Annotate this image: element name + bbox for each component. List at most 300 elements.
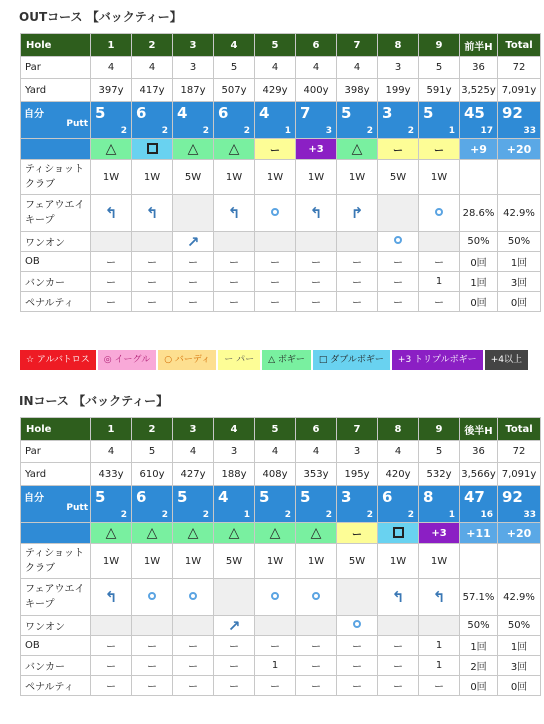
tee-club: 1W (214, 160, 255, 195)
penalty-label: ペナルティ (21, 676, 91, 696)
right-arrow-icon: ↱ (350, 204, 364, 222)
self-label-text: 自分 (24, 493, 44, 504)
hole-number: 3 (173, 418, 214, 441)
double-mark (132, 139, 173, 160)
score-cell (255, 102, 296, 139)
one-on-cell (296, 616, 337, 636)
bogey-mark (214, 139, 255, 160)
putt-label-text: Putt (66, 503, 88, 513)
par-cell: 4 (91, 57, 132, 79)
tee-club: 1W (296, 160, 337, 195)
score-cell (214, 102, 255, 139)
yard-cell: 591y (419, 79, 460, 102)
center-circle-icon (148, 592, 156, 600)
penalty-label: ペナルティ (21, 292, 91, 312)
center-circle-icon (271, 208, 279, 216)
strokes: 5 (300, 488, 311, 506)
tee-club: 1W (419, 544, 460, 579)
par-cell: 3 (337, 441, 378, 463)
penalty-cell: ー (91, 676, 132, 696)
ob-cell: ー (214, 252, 255, 272)
bogey-mark (337, 139, 378, 160)
par-mark: ー (255, 139, 296, 160)
penalty-cell: ー (337, 676, 378, 696)
tee-club: 1W (296, 544, 337, 579)
out-course-title: OUTコース 【バックティー】 (19, 10, 182, 24)
score-cell (173, 102, 214, 139)
strokes: 6 (136, 104, 147, 122)
par-mark: ー (419, 139, 460, 160)
one-on-cell (419, 232, 460, 252)
triangle-icon: △ (187, 525, 199, 541)
center-circle-icon (435, 208, 443, 216)
strokes: 7 (300, 104, 311, 122)
mark-label-spacer (21, 139, 91, 160)
penalty-cell: ー (91, 292, 132, 312)
one-on-cell (255, 616, 296, 636)
left-arrow-icon: ↰ (309, 204, 323, 222)
tee-club: 5W (378, 160, 419, 195)
bunker-cell: ー (173, 656, 214, 676)
yard-half: 3,525y (460, 79, 498, 102)
bogey-mark (173, 523, 214, 544)
legend-item: □ ダブルボギー (313, 350, 390, 370)
triangle-icon: △ (146, 525, 158, 541)
bunker-cell: ー (378, 272, 419, 292)
par-cell: 5 (132, 441, 173, 463)
half-label: 前半H (460, 34, 498, 57)
score-total (498, 486, 541, 523)
strokes: 4 (177, 104, 188, 122)
yard-cell: 507y (214, 79, 255, 102)
bunker-total: 3回 (498, 656, 541, 676)
legend-item: △ ボギー (262, 350, 311, 370)
score-cell (132, 486, 173, 523)
in-scorecard-table (20, 417, 541, 696)
fairway-half: 57.1% (460, 579, 498, 616)
ob-cell: ー (419, 252, 460, 272)
tee-club: 5W (214, 544, 255, 579)
square-icon (393, 527, 404, 538)
yard-cell: 417y (132, 79, 173, 102)
penalty-cell: ー (214, 676, 255, 696)
putts: 2 (243, 126, 250, 136)
triple-mark: +3 (419, 523, 460, 544)
ob-cell: ー (91, 252, 132, 272)
one-on-cell (132, 232, 173, 252)
one-on-cell (132, 616, 173, 636)
center-circle-icon (271, 592, 279, 600)
par-cell: 3 (378, 57, 419, 79)
one-on-cell (296, 232, 337, 252)
mark-half: +9 (460, 139, 498, 160)
penalty-half: 0回 (460, 676, 498, 696)
putts: 2 (284, 510, 291, 520)
yard-cell: 353y (296, 463, 337, 486)
out-scorecard-table (20, 33, 541, 312)
ob-cell: ー (296, 252, 337, 272)
putts: 2 (325, 510, 332, 520)
strokes: 5 (177, 488, 188, 506)
yard-cell: 420y (378, 463, 419, 486)
putts: 1 (284, 126, 291, 136)
one-on-cell (173, 616, 214, 636)
strokes: 5 (341, 104, 352, 122)
strokes: 5 (95, 488, 106, 506)
legend-item: ☆ アルバトロス (20, 350, 96, 370)
tee-club: 1W (91, 544, 132, 579)
self-label-text: 自分 (24, 109, 44, 120)
center-circle-icon (394, 236, 402, 244)
hole-number: 9 (419, 34, 460, 57)
one-on-cell (214, 616, 255, 636)
bunker-cell: ー (378, 656, 419, 676)
score-cell (337, 486, 378, 523)
bogey-mark (132, 523, 173, 544)
strokes: 92 (502, 104, 523, 122)
triangle-icon: △ (269, 525, 281, 541)
one-on-cell (337, 616, 378, 636)
ob-cell: ー (255, 636, 296, 656)
par-total: 72 (498, 441, 541, 463)
ob-half: 1回 (460, 636, 498, 656)
hole-number: 8 (378, 418, 419, 441)
one-on-total: 50% (498, 616, 541, 636)
fairway-label: フェアウエイキープ (21, 195, 91, 232)
penalty-cell: ー (296, 676, 337, 696)
yard-half: 3,566y (460, 463, 498, 486)
bunker-cell: ー (132, 656, 173, 676)
ob-cell: ー (378, 252, 419, 272)
putts: 17 (480, 126, 493, 136)
tee-club: 1W (255, 544, 296, 579)
fairway-cell (173, 579, 214, 616)
hole-number: 5 (255, 418, 296, 441)
putts: 16 (480, 510, 493, 520)
putts: 2 (366, 126, 373, 136)
bogey-mark (173, 139, 214, 160)
penalty-cell: ー (378, 676, 419, 696)
ob-cell: ー (91, 636, 132, 656)
par-cell: 5 (419, 57, 460, 79)
score-cell (337, 102, 378, 139)
bunker-cell: 1 (419, 272, 460, 292)
curve-right-arrow-icon: ↗ (186, 232, 200, 251)
par-label: Par (21, 57, 91, 79)
one-on-cell (378, 232, 419, 252)
penalty-cell: ー (214, 292, 255, 312)
par-cell: 3 (214, 441, 255, 463)
mark-half: +11 (460, 523, 498, 544)
yard-cell: 199y (378, 79, 419, 102)
one-on-half: 50% (460, 616, 498, 636)
mark-total: +20 (498, 523, 541, 544)
ob-cell: ー (214, 636, 255, 656)
fairway-cell (132, 579, 173, 616)
ob-label: OB (21, 636, 91, 656)
score-cell (419, 486, 460, 523)
yard-label: Yard (21, 79, 91, 102)
ob-cell: ー (173, 252, 214, 272)
fairway-cell (91, 579, 132, 616)
mark-label-spacer (21, 523, 91, 544)
tee-total (498, 544, 541, 579)
tee-half (460, 544, 498, 579)
tee-club: 5W (173, 160, 214, 195)
yard-total: 7,091y (498, 79, 541, 102)
bogey-mark (91, 523, 132, 544)
mark-total: +20 (498, 139, 541, 160)
putts: 33 (523, 510, 536, 520)
legend-item: +4以上 (485, 350, 528, 370)
bunker-cell: ー (214, 272, 255, 292)
par-cell: 5 (214, 57, 255, 79)
par-mark: ー (378, 139, 419, 160)
legend-item: ー パー (218, 350, 260, 370)
ob-total: 1回 (498, 636, 541, 656)
score-cell (419, 102, 460, 139)
strokes: 6 (218, 104, 229, 122)
strokes: 3 (382, 104, 393, 122)
score-cell (91, 486, 132, 523)
hole-number: 7 (337, 34, 378, 57)
score-cell (378, 486, 419, 523)
left-arrow-icon: ↰ (104, 204, 118, 222)
par-cell: 4 (296, 441, 337, 463)
double-mark (378, 523, 419, 544)
triangle-icon: △ (351, 141, 363, 157)
fairway-cell (255, 195, 296, 232)
putts: 2 (366, 510, 373, 520)
tee-half (460, 160, 498, 195)
bunker-cell: 1 (255, 656, 296, 676)
par-cell: 4 (255, 441, 296, 463)
ob-cell: ー (132, 252, 173, 272)
ob-cell: ー (296, 636, 337, 656)
bogey-mark (255, 523, 296, 544)
yard-cell: 188y (214, 463, 255, 486)
legend-item: ◎ イーグル (98, 350, 156, 370)
score-half (460, 102, 498, 139)
bunker-cell: ー (337, 272, 378, 292)
ob-total: 1回 (498, 252, 541, 272)
strokes: 47 (464, 488, 485, 506)
strokes: 5 (95, 104, 106, 122)
hole-number: 6 (296, 34, 337, 57)
penalty-cell: ー (419, 292, 460, 312)
yard-cell: 610y (132, 463, 173, 486)
hole-number: 1 (91, 418, 132, 441)
one-on-total: 50% (498, 232, 541, 252)
hole-number: 6 (296, 418, 337, 441)
putts: 1 (448, 126, 455, 136)
hole-label: Hole (21, 34, 91, 57)
triangle-icon: △ (187, 141, 199, 157)
tee-club: 1W (132, 160, 173, 195)
yard-cell: 400y (296, 79, 337, 102)
fairway-half: 28.6% (460, 195, 498, 232)
strokes: 8 (423, 488, 434, 506)
bunker-total: 3回 (498, 272, 541, 292)
bunker-cell: 1 (419, 656, 460, 676)
yard-cell: 187y (173, 79, 214, 102)
putts: 3 (325, 126, 332, 136)
yard-cell: 195y (337, 463, 378, 486)
tee-club: 1W (91, 160, 132, 195)
fairway-cell (214, 195, 255, 232)
one-on-cell (378, 616, 419, 636)
tee-club: 1W (419, 160, 460, 195)
one-on-cell (419, 616, 460, 636)
hole-number: 9 (419, 418, 460, 441)
yard-cell: 427y (173, 463, 214, 486)
penalty-total: 0回 (498, 676, 541, 696)
fairway-cell (337, 195, 378, 232)
center-circle-icon (189, 592, 197, 600)
bunker-label: バンカー (21, 656, 91, 676)
tee-club: 1W (378, 544, 419, 579)
ob-half: 0回 (460, 252, 498, 272)
ob-cell: ー (173, 636, 214, 656)
legend-item: ○ バーディ (158, 350, 216, 370)
fairway-cell (419, 195, 460, 232)
putts: 2 (161, 126, 168, 136)
par-cell: 4 (296, 57, 337, 79)
total-label: Total (498, 34, 541, 57)
one-on-label: ワンオン (21, 232, 91, 252)
yard-label: Yard (21, 463, 91, 486)
triple-mark: +3 (296, 139, 337, 160)
putts: 2 (120, 510, 127, 520)
par-total: 72 (498, 57, 541, 79)
left-arrow-icon: ↰ (145, 204, 159, 222)
score-total (498, 102, 541, 139)
putts: 1 (448, 510, 455, 520)
par-label: Par (21, 441, 91, 463)
triangle-icon: △ (310, 525, 322, 541)
ob-cell: ー (337, 636, 378, 656)
fairway-cell (132, 195, 173, 232)
left-arrow-icon: ↰ (391, 588, 405, 606)
yard-cell: 398y (337, 79, 378, 102)
curve-right-arrow-icon: ↗ (227, 616, 241, 635)
hole-number: 2 (132, 418, 173, 441)
par-half: 36 (460, 57, 498, 79)
one-on-cell (91, 232, 132, 252)
tee-label: ティショットクラブ (21, 544, 91, 579)
score-cell (378, 102, 419, 139)
hole-number: 5 (255, 34, 296, 57)
par-cell: 4 (132, 57, 173, 79)
one-on-cell (255, 232, 296, 252)
penalty-cell: ー (132, 676, 173, 696)
bunker-cell: ー (132, 272, 173, 292)
putts: 2 (407, 126, 414, 136)
hole-number: 8 (378, 34, 419, 57)
fairway-cell (337, 579, 378, 616)
tee-club: 5W (337, 544, 378, 579)
score-cell (132, 102, 173, 139)
fairway-cell (255, 579, 296, 616)
par-half: 36 (460, 441, 498, 463)
strokes: 5 (259, 488, 270, 506)
penalty-cell: ー (255, 292, 296, 312)
center-circle-icon (312, 592, 320, 600)
half-label: 後半H (460, 418, 498, 441)
fairway-cell (419, 579, 460, 616)
bunker-half: 1回 (460, 272, 498, 292)
bunker-cell: ー (91, 656, 132, 676)
fairway-cell (378, 195, 419, 232)
bunker-cell: ー (296, 656, 337, 676)
bunker-cell: ー (214, 656, 255, 676)
bunker-cell: ー (337, 656, 378, 676)
ob-cell: 1 (419, 636, 460, 656)
left-arrow-icon: ↰ (227, 204, 241, 222)
fairway-cell (296, 579, 337, 616)
penalty-cell: ー (378, 292, 419, 312)
strokes: 3 (341, 488, 352, 506)
par-cell: 4 (337, 57, 378, 79)
fairway-label: フェアウエイキープ (21, 579, 91, 616)
one-on-half: 50% (460, 232, 498, 252)
hole-number: 1 (91, 34, 132, 57)
par-cell: 3 (173, 57, 214, 79)
hole-number: 4 (214, 418, 255, 441)
tee-club: 1W (173, 544, 214, 579)
strokes: 6 (136, 488, 147, 506)
strokes: 6 (382, 488, 393, 506)
strokes: 4 (259, 104, 270, 122)
penalty-cell: ー (173, 292, 214, 312)
penalty-cell: ー (337, 292, 378, 312)
putt-label-text: Putt (66, 119, 88, 129)
ob-cell: ー (378, 636, 419, 656)
fairway-cell (91, 195, 132, 232)
total-label: Total (498, 418, 541, 441)
yard-cell: 429y (255, 79, 296, 102)
bogey-mark (296, 523, 337, 544)
strokes: 92 (502, 488, 523, 506)
tee-total (498, 160, 541, 195)
putts: 2 (120, 126, 127, 136)
penalty-cell: ー (419, 676, 460, 696)
tee-club: 1W (132, 544, 173, 579)
ob-cell: ー (255, 252, 296, 272)
bunker-half: 2回 (460, 656, 498, 676)
penalty-cell: ー (132, 292, 173, 312)
hole-number: 2 (132, 34, 173, 57)
fairway-cell (378, 579, 419, 616)
fairway-cell (296, 195, 337, 232)
par-cell: 4 (255, 57, 296, 79)
par-mark: ー (337, 523, 378, 544)
penalty-cell: ー (255, 676, 296, 696)
putts: 2 (407, 510, 414, 520)
score-cell (91, 102, 132, 139)
putts: 2 (202, 126, 209, 136)
left-arrow-icon: ↰ (432, 588, 446, 606)
in-course-title: INコース 【バックティー】 (19, 394, 169, 408)
bogey-mark (91, 139, 132, 160)
center-circle-icon (353, 620, 361, 628)
par-cell: 4 (173, 441, 214, 463)
triangle-icon: △ (105, 141, 117, 157)
fairway-cell (214, 579, 255, 616)
score-legend (20, 350, 528, 370)
par-cell: 5 (419, 441, 460, 463)
self-label (21, 102, 91, 139)
